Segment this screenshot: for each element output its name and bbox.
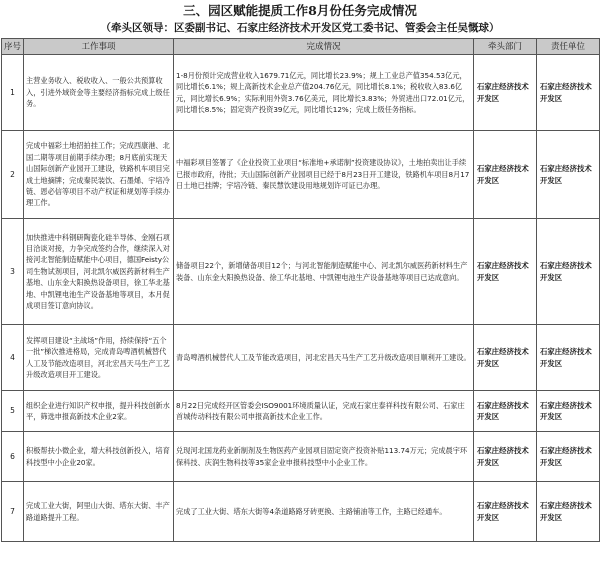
task-table	[1, 38, 600, 542]
table-row	[2, 325, 600, 391]
row-resp-unit: 石家庄经济技术开发区	[537, 55, 600, 131]
row-task: 完成中福彩土地招拍挂工作；完成西康港、北国二期等项目前期手续办理；8月底前实现天山国际创新产业园开工建设，铁路机车项目完成土地摘牌；完成秦民装饮、石墨烯、宇培冷链、恩必信等项目不动产权证和规划等手续办理工作。	[24, 131, 174, 219]
row-lead-dept: 石家庄经济技术开发区	[474, 482, 537, 542]
row-task: 发挥项目建设“主战场”作用，持续保持“五个一批”梯次推进格局，完成青岛啤酒机械替代人工及节能改造项目，河北宏昌天马生产工艺升级改造项目开工建设。	[24, 325, 174, 391]
row-resp-unit: 石家庄经济技术开发区	[537, 325, 600, 391]
document-subtitle: （牵头区领导：区委副书记、石家庄经济技术开发区党工委书记、管委会主任吴慨球）	[100, 22, 500, 34]
row-lead-dept: 石家庄经济技术开发区	[474, 219, 537, 325]
row-number: 6	[2, 432, 24, 482]
row-number: 1	[2, 55, 24, 131]
row-task: 加快推进中科钢研陶瓷化硅半导体、金刚石项目洽谈对接，力争完成签约合作，继续深入对接河北智能制造赋能中心项目，德国Feisty公司生物试剂项目，河北凯尔威医药新材料生产基地、山东金大阳换热设备项目，徐工华北基地、中凯锂电池生产设备基地等项目，本月促成项目签订意向协议。	[24, 219, 174, 325]
table-row	[2, 55, 600, 131]
row-status: 中福彩项目签署了《企业投资工业项目“标准地+承诺制”投资建设协议》，土地拍卖出让手续已报市政府，待批；天山国际创新产业园项目已经于8月23日开工建设，铁路机车项目8月17日土地已挂牌；宇培冷链、秦民慧饮建设用地规划许可证已办理。	[174, 131, 474, 219]
row-resp-unit: 石家庄经济技术开发区	[537, 131, 600, 219]
row-number: 3	[2, 219, 24, 325]
table-row	[2, 391, 600, 432]
row-resp-unit: 石家庄经济技术开发区	[537, 432, 600, 482]
table-row	[2, 482, 600, 542]
row-lead-dept: 石家庄经济技术开发区	[474, 131, 537, 219]
table-row	[2, 219, 600, 325]
row-status: 1-8月份预计完成营业收入1679.71亿元，同比增长23.9%；规上工业总产值354.53亿元，同比增长6.1%；规上高新技术企业总产值204.76亿元，同比增长8.1%；税收收入83.6亿元，同比增长6.9%；实际利用外资3.76亿美元，同比增长3.83%；外贸进出口72.01亿元，同比增长8.5%；固定资产投资39亿元，同比增长12%；完成上级任务指标。	[174, 55, 474, 131]
row-lead-dept: 石家庄经济技术开发区	[474, 432, 537, 482]
row-lead-dept: 石家庄经济技术开发区	[474, 325, 537, 391]
row-number: 5	[2, 391, 24, 432]
header-resp: 责任单位	[537, 39, 600, 55]
document-title: 三、园区赋能提质工作8月份任务完成情况	[183, 3, 417, 18]
row-task: 组织企业进行知识产权申报，提升科技创新水平，筛选申报高新技术企业2家。	[24, 391, 174, 432]
row-status: 兑现河北国龙药业新制剂及生物医药产业园项目固定资产投资补贴113.74万元；完成晨宇环保科技、庆润生物科技等35家企业申报科技型中小企业工作。	[174, 432, 474, 482]
header-num: 序号	[2, 39, 24, 55]
header-status: 完成情况	[174, 39, 474, 55]
header-task: 工作事项	[24, 39, 174, 55]
row-number: 2	[2, 131, 24, 219]
row-status: 储备项目22个，新增储备项目12个；与河北智能制造赋能中心、河北凯尔威医药新材料生产装备、山东金大阳换热设备、徐工华北基地、中凯锂电池生产设备基地等项目已达成意向。	[174, 219, 474, 325]
row-resp-unit: 石家庄经济技术开发区	[537, 391, 600, 432]
row-task: 积极帮扶小微企业，增大科技创新投入，培育科技型中小企业20家。	[24, 432, 174, 482]
row-number: 7	[2, 482, 24, 542]
row-status: 8月22日完成经开区管委会ISO9001环境质量认证，完成石家庄泰祥科技有限公司、石家庄首城传动科技有限公司申报高新技术企业工作。	[174, 391, 474, 432]
row-task: 主营业务收入、税收收入、一般公共预算收入，引进外域资金等主要经济指标完成上级任务。	[24, 55, 174, 131]
row-status: 青岛啤酒机械替代人工及节能改造项目，河北宏昌天马生产工艺升级改造项目顺利开工建设。	[174, 325, 474, 391]
header-lead: 牵头部门	[474, 39, 537, 55]
row-task: 完成工业大街，阿里山大街、塔东大街、丰产路道路提升工程。	[24, 482, 174, 542]
row-resp-unit: 石家庄经济技术开发区	[537, 482, 600, 542]
row-status: 完成了工业大街、塔东大街等4条道路路牙砖更换、主路铺油等工作，主路已经通车。	[174, 482, 474, 542]
row-number: 4	[2, 325, 24, 391]
table-row	[2, 432, 600, 482]
table-row	[2, 131, 600, 219]
row-resp-unit: 石家庄经济技术开发区	[537, 219, 600, 325]
row-lead-dept: 石家庄经济技术开发区	[474, 391, 537, 432]
row-lead-dept: 石家庄经济技术开发区	[474, 55, 537, 131]
table-header-row	[2, 39, 600, 55]
